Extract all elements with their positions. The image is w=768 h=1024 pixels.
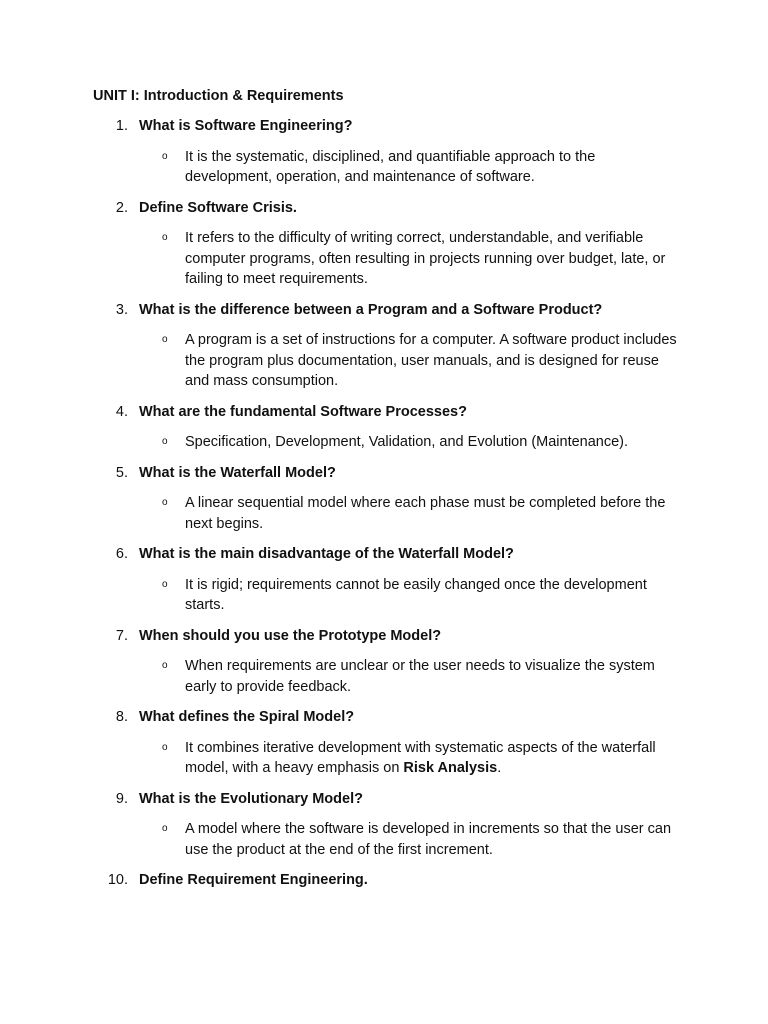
risk-analysis-emphasis: Risk Analysis <box>403 760 498 776</box>
answer-text: Specification, Development, Validation, and Evolution (Maintenance). <box>185 434 629 450</box>
answer-item <box>0 147 768 188</box>
answer-text: It refers to the difficulty of writing correct, understandable, and verifiable computer programs, often resulting in projects running over budget, late, or failing to meet requirements. <box>185 230 666 287</box>
question-number: 3. <box>115 301 128 318</box>
question-number: 9. <box>115 790 128 807</box>
question-number: 4. <box>115 403 128 420</box>
answer-item <box>0 493 768 534</box>
question-item-5 <box>0 463 768 535</box>
answer-item <box>0 819 768 860</box>
answer-text: A program is a set of instructions for a computer. A software product includes the program plus documentation, user manuals, and is designed for reuse and mass consumption. <box>185 332 677 389</box>
question-text: What are the fundamental Software Processes? <box>139 403 467 420</box>
answer-text: A model where the software is developed in increments so that the user can use the product at the end of the first increment. <box>185 821 672 858</box>
question-text: Define Software Crisis. <box>139 199 297 216</box>
question-text: What defines the Spiral Model? <box>139 709 355 725</box>
question-item-9 <box>0 789 768 861</box>
question-number: 10. <box>107 872 128 888</box>
question-item-6 <box>0 544 768 616</box>
question-item-1 <box>0 116 768 188</box>
question-text: Define Requirement Engineering. <box>139 872 368 888</box>
question-number: 1. <box>115 118 128 134</box>
question-item-7 <box>0 626 768 698</box>
answer-item <box>0 575 768 616</box>
bullet-icon: o <box>162 497 168 508</box>
question-list <box>0 116 768 901</box>
question-text: What is the Evolutionary Model? <box>139 790 363 807</box>
question-number: 5. <box>115 464 128 481</box>
question-number: 6. <box>115 546 128 562</box>
answer-text: It is rigid; requirements cannot be easily changed once the development starts. <box>185 576 647 613</box>
bullet-icon: o <box>162 578 168 590</box>
answer-item <box>0 656 768 697</box>
unit-title: UNIT I: Introduction & Requirements <box>93 88 344 104</box>
question-item-8 <box>0 707 768 779</box>
answer-item <box>0 738 768 779</box>
bullet-icon: o <box>162 823 168 834</box>
answer-text: A linear sequential model where each phase must be completed before the next begins. <box>185 495 666 532</box>
question-text: What is Software Engineering? <box>139 118 353 134</box>
answer-item <box>0 330 768 392</box>
bullet-icon: o <box>162 741 168 753</box>
question-text: What is the difference between a Program and a Software Product? <box>139 301 603 318</box>
answer-text-part: . <box>497 760 502 776</box>
question-text: What is the main disadvantage of the Waterfall Model? <box>139 546 514 562</box>
bullet-icon: o <box>162 150 168 162</box>
question-item-2 <box>0 198 768 290</box>
question-item-4 <box>0 402 768 453</box>
question-text: When should you use the Prototype Model? <box>139 627 442 644</box>
answer-text: It is the systematic, disciplined, and quantifiable approach to the development, operation, and maintenance of software. <box>185 148 596 185</box>
bullet-icon: o <box>162 334 168 345</box>
bullet-icon: o <box>162 660 168 671</box>
bullet-icon: o <box>162 436 168 447</box>
answer-item <box>0 432 768 453</box>
question-text: What is the Waterfall Model? <box>139 464 336 481</box>
bullet-icon: o <box>162 232 168 243</box>
question-item-3 <box>0 300 768 392</box>
question-item-10 <box>0 870 768 891</box>
answer-text <box>185 738 677 779</box>
answer-text: When requirements are unclear or the user needs to visualize the system early to provide feedback. <box>185 658 655 695</box>
question-number: 8. <box>115 709 128 725</box>
question-number: 2. <box>115 199 128 216</box>
answer-item <box>0 228 768 290</box>
question-number: 7. <box>115 627 128 644</box>
answer-text-part: It combines iterative development with systematic aspects of the waterfall model, with a heavy emphasis on <box>185 739 656 776</box>
